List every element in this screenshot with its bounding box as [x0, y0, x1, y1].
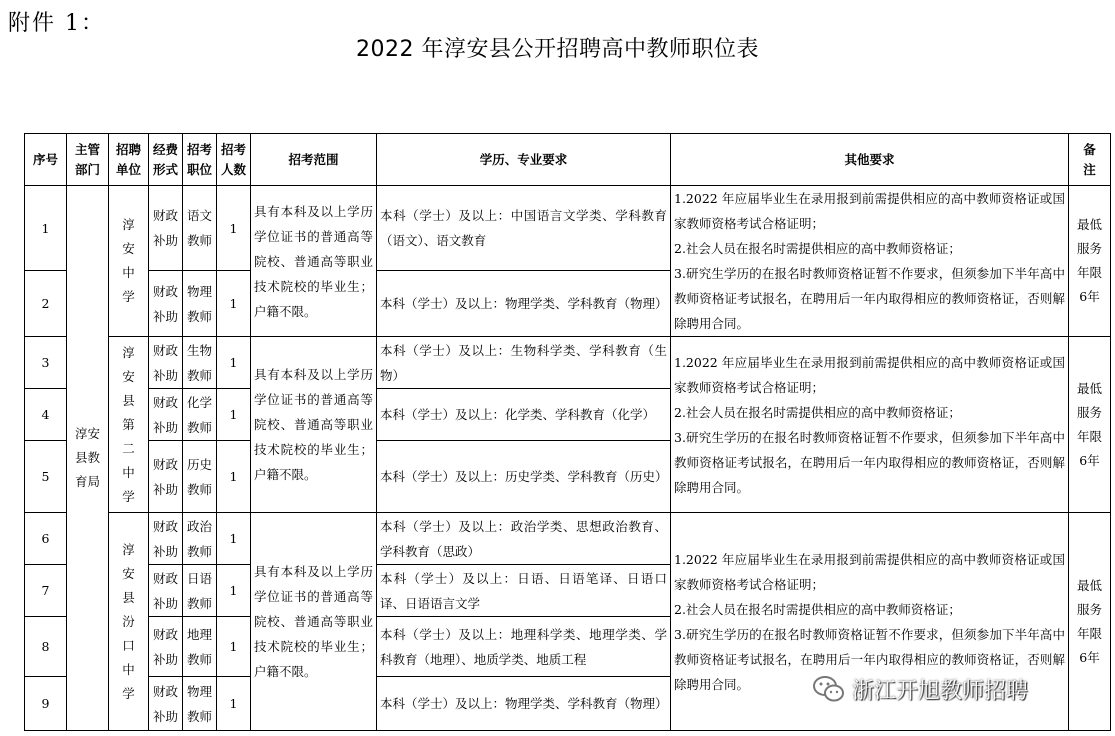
header-other: 其他要求 [671, 134, 1069, 186]
page-title: 2022 年淳安县公开招聘高中教师职位表 [356, 37, 759, 62]
row-number: 3 [25, 337, 67, 389]
count-cell: 1 [217, 677, 251, 731]
count-cell: 1 [217, 441, 251, 513]
position-cell: 化学教师 [183, 389, 217, 441]
positions-table [24, 133, 1111, 731]
education-cell: 本科（学士）及以上：历史学类、学科教育（历史） [377, 441, 671, 513]
unit-text: 淳安县第二中学 [122, 344, 135, 504]
unit-text: 淳安县汾口中学 [122, 541, 135, 701]
education-cell: 本科（学士）及以上：物理学类、学科教育（物理） [377, 677, 671, 731]
watermark-text: 浙江开旭教师招聘 [852, 678, 1029, 704]
table-row [25, 186, 1111, 271]
other-requirements-cell: 1.2022 年应届毕业生在录用报到前需提供相应的高中教师资格证或国家教师资格考试合格证明； 2.社会人员在报名时需提供相应的高中教师资格证； 3.研究生学历的在报名时教师资格证暂不作要求，但须参加下半年高中教师资格证考试报名，在聘用后一年内取得相应的教师资格证，否则解除聘用合同。 [671, 513, 1069, 731]
watermark [812, 672, 1028, 706]
header-scope: 招考范围 [251, 134, 377, 186]
count-cell: 1 [217, 389, 251, 441]
row-number: 8 [25, 617, 67, 677]
department-cell [67, 186, 109, 731]
position-cell: 地理教师 [183, 617, 217, 677]
position-cell: 生物教师 [183, 337, 217, 389]
scope-cell: 具有本科及以上学历学位证书的普通高等院校、普通高等职业技术院校的毕业生；户籍不限。 [251, 186, 377, 337]
funding-cell: 财政补助 [149, 271, 183, 337]
count-cell: 1 [217, 337, 251, 389]
education-cell: 本科（学士）及以上：生物科学类、学科教育（生物） [377, 337, 671, 389]
funding-cell: 财政补助 [149, 565, 183, 617]
unit-cell [109, 337, 149, 513]
header-count: 招考人数 [217, 134, 251, 186]
table-row [25, 337, 1111, 389]
education-cell: 本科（学士）及以上：地理科学类、地理学类、学科教育（地理）、地质学类、地质工程 [377, 617, 671, 677]
header-unit: 招聘单位 [109, 134, 149, 186]
table-body [25, 186, 1111, 731]
count-cell: 1 [217, 513, 251, 565]
other-requirements-cell: 1.2022 年应届毕业生在录用报到前需提供相应的高中教师资格证或国家教师资格考试合格证明； 2.社会人员在报名时需提供相应的高中教师资格证； 3.研究生学历的在报名时教师资格证暂不作要求，但须参加下半年高中教师资格证考试报名，在聘用后一年内取得相应的教师资格证，否则解除聘用合同。 [671, 337, 1069, 513]
header-education: 学历、专业要求 [377, 134, 671, 186]
other-requirements-cell: 1.2022 年应届毕业生在录用报到前需提供相应的高中教师资格证或国家教师资格考试合格证明； 2.社会人员在报名时需提供相应的高中教师资格证； 3.研究生学历的在报名时教师资格证暂不作要求，但须参加下半年高中教师资格证考试报名，在聘用后一年内取得相应的教师资格证，否则解除聘用合同。 [671, 186, 1069, 337]
row-number: 7 [25, 565, 67, 617]
count-cell: 1 [217, 617, 251, 677]
position-cell: 语文教师 [183, 186, 217, 271]
unit-cell [109, 513, 149, 731]
row-number: 4 [25, 389, 67, 441]
education-cell: 本科（学士）及以上：政治学类、思想政治教育、学科教育（思政） [377, 513, 671, 565]
funding-cell: 财政补助 [149, 337, 183, 389]
education-cell: 本科（学士）及以上：日语、日语笔译、日语口译、日语语言文学 [377, 565, 671, 617]
table-row [25, 513, 1111, 565]
note-cell [1069, 337, 1111, 513]
note-text: 最低服务年限6年 [1076, 380, 1102, 468]
education-cell: 本科（学士）及以上：化学类、学科教育（化学） [377, 389, 671, 441]
row-number: 6 [25, 513, 67, 565]
note-cell [1069, 186, 1111, 337]
header-position: 招考职位 [183, 134, 217, 186]
funding-cell: 财政补助 [149, 389, 183, 441]
education-cell: 本科（学士）及以上：物理学类、学科教育（物理） [377, 271, 671, 337]
funding-cell: 财政补助 [149, 186, 183, 271]
row-number: 2 [25, 271, 67, 337]
department-text: 淳安县教育局 [74, 426, 100, 489]
position-cell: 历史教师 [183, 441, 217, 513]
header-dept: 主管部门 [67, 134, 109, 186]
count-cell: 1 [217, 565, 251, 617]
header-row [25, 134, 1111, 186]
unit-cell [109, 186, 149, 337]
funding-cell: 财政补助 [149, 441, 183, 513]
row-number: 5 [25, 441, 67, 513]
unit-text: 淳安中学 [122, 217, 135, 304]
note-text: 最低服务年限6年 [1076, 217, 1102, 304]
education-cell: 本科（学士）及以上：中国语言文学类、学科教育（语文）、语文教育 [377, 186, 671, 271]
funding-cell: 财政补助 [149, 617, 183, 677]
funding-cell: 财政补助 [149, 513, 183, 565]
position-cell: 物理教师 [183, 271, 217, 337]
row-number: 1 [25, 186, 67, 271]
scope-cell: 具有本科及以上学历学位证书的普通高等院校、普通高等职业技术院校的毕业生；户籍不限。 [251, 337, 377, 513]
count-cell: 1 [217, 186, 251, 271]
note-text: 最低服务年限6年 [1076, 577, 1102, 665]
funding-cell: 财政补助 [149, 677, 183, 731]
position-cell: 物理教师 [183, 677, 217, 731]
note-cell [1069, 513, 1111, 731]
attachment-label: 附件 1： [8, 11, 105, 36]
row-number: 9 [25, 677, 67, 731]
position-cell: 政治教师 [183, 513, 217, 565]
wechat-icon [812, 674, 846, 704]
header-note: 备 注 [1069, 134, 1111, 186]
count-cell: 1 [217, 271, 251, 337]
scope-cell: 具有本科及以上学历学位证书的普通高等院校、普通高等职业技术院校的毕业生；户籍不限。 [251, 513, 377, 731]
header-funding: 经费形式 [149, 134, 183, 186]
header-no: 序号 [25, 134, 67, 186]
position-cell: 日语教师 [183, 565, 217, 617]
